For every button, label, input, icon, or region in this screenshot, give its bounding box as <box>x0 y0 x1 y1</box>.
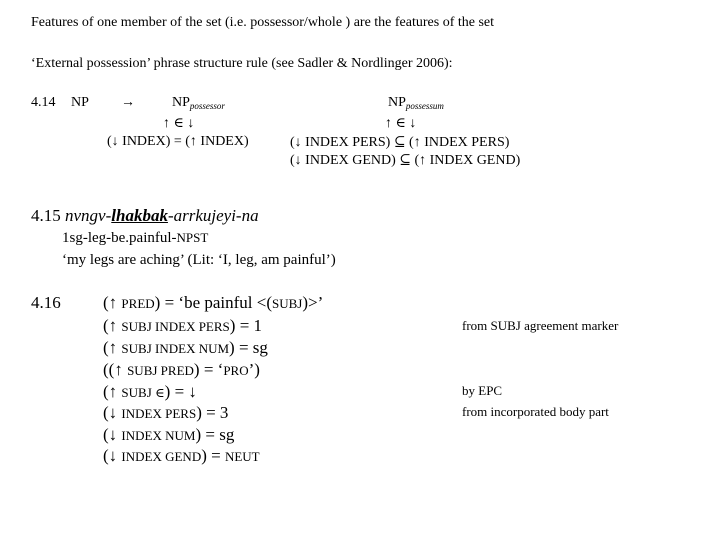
possessor-subscript: possessor <box>189 101 225 111</box>
annotation-up-in-down-1: ↑ ∈ ↓ <box>163 116 195 131</box>
translation-line: ‘my legs are aching’ (Lit: ‘I, leg, am painful’) <box>62 252 336 268</box>
annotation-index-equation: (↓ INDEX) = (↑ INDEX) <box>107 134 249 149</box>
np-possessor-label: NP <box>172 95 190 110</box>
annotation-gend-subset: (↓ INDEX GEND) ⊆ (↑ INDEX GEND) <box>290 153 521 168</box>
gloss-text: 1sg-leg-be.painful- <box>62 230 177 246</box>
fstructure-line: (↓ INDEX NUM) = sg <box>103 425 235 444</box>
rule-line: ‘External possession’ phrase structure rule (see Sadler & Nordlinger 2006): <box>31 56 453 71</box>
word-prefix: nvngv- <box>65 206 112 225</box>
example-414-label: 4.14 <box>31 95 56 110</box>
annotation-pers-subset: (↓ INDEX PERS) ⊆ (↑ INDEX PERS) <box>290 135 510 150</box>
word-suffix: -arrkujeyi-na <box>167 206 259 225</box>
header-line: Features of one member of the set (i.e. possessor/whole ) are the features of the set <box>31 15 495 30</box>
rewrite-arrow: → <box>121 95 135 110</box>
example-415-line <box>31 206 259 226</box>
fstructure-line: (↑ SUBJ INDEX PERS) = 1 <box>103 316 263 335</box>
example-415-label: 4.15 <box>31 206 61 225</box>
gloss-npst: NPST <box>176 230 209 245</box>
np-possessor <box>172 95 225 111</box>
possessum-subscript: possessum <box>405 101 444 111</box>
fstructure-line: (↑ PRED) = ‘be painful <(SUBJ)>’ <box>103 293 324 312</box>
note-subj-agreement: from SUBJ agreement marker <box>462 318 619 333</box>
fstructure-line: ((↑ SUBJ PRED) = ‘PRO’) <box>103 360 260 379</box>
note-epc: by EPC <box>462 383 503 398</box>
annotation-up-in-down-2: ↑ ∈ ↓ <box>385 116 417 131</box>
np-mother: NP <box>71 95 89 110</box>
np-possessum <box>388 95 444 111</box>
fstructure-line: (↑ SUBJ ∈) = ↓ <box>103 382 197 401</box>
word-root: lhakbak <box>111 206 168 225</box>
fstructure-line: (↓ INDEX GEND) = NEUT <box>103 446 260 465</box>
np-possessum-label: NP <box>388 95 406 110</box>
fstructure-line: (↓ INDEX PERS) = 3 <box>103 403 229 422</box>
gloss-line <box>62 230 208 247</box>
note-body-part: from incorporated body part <box>462 404 609 419</box>
fstructure-line: (↑ SUBJ INDEX NUM) = sg <box>103 338 268 357</box>
example-416-label: 4.16 <box>31 293 61 312</box>
